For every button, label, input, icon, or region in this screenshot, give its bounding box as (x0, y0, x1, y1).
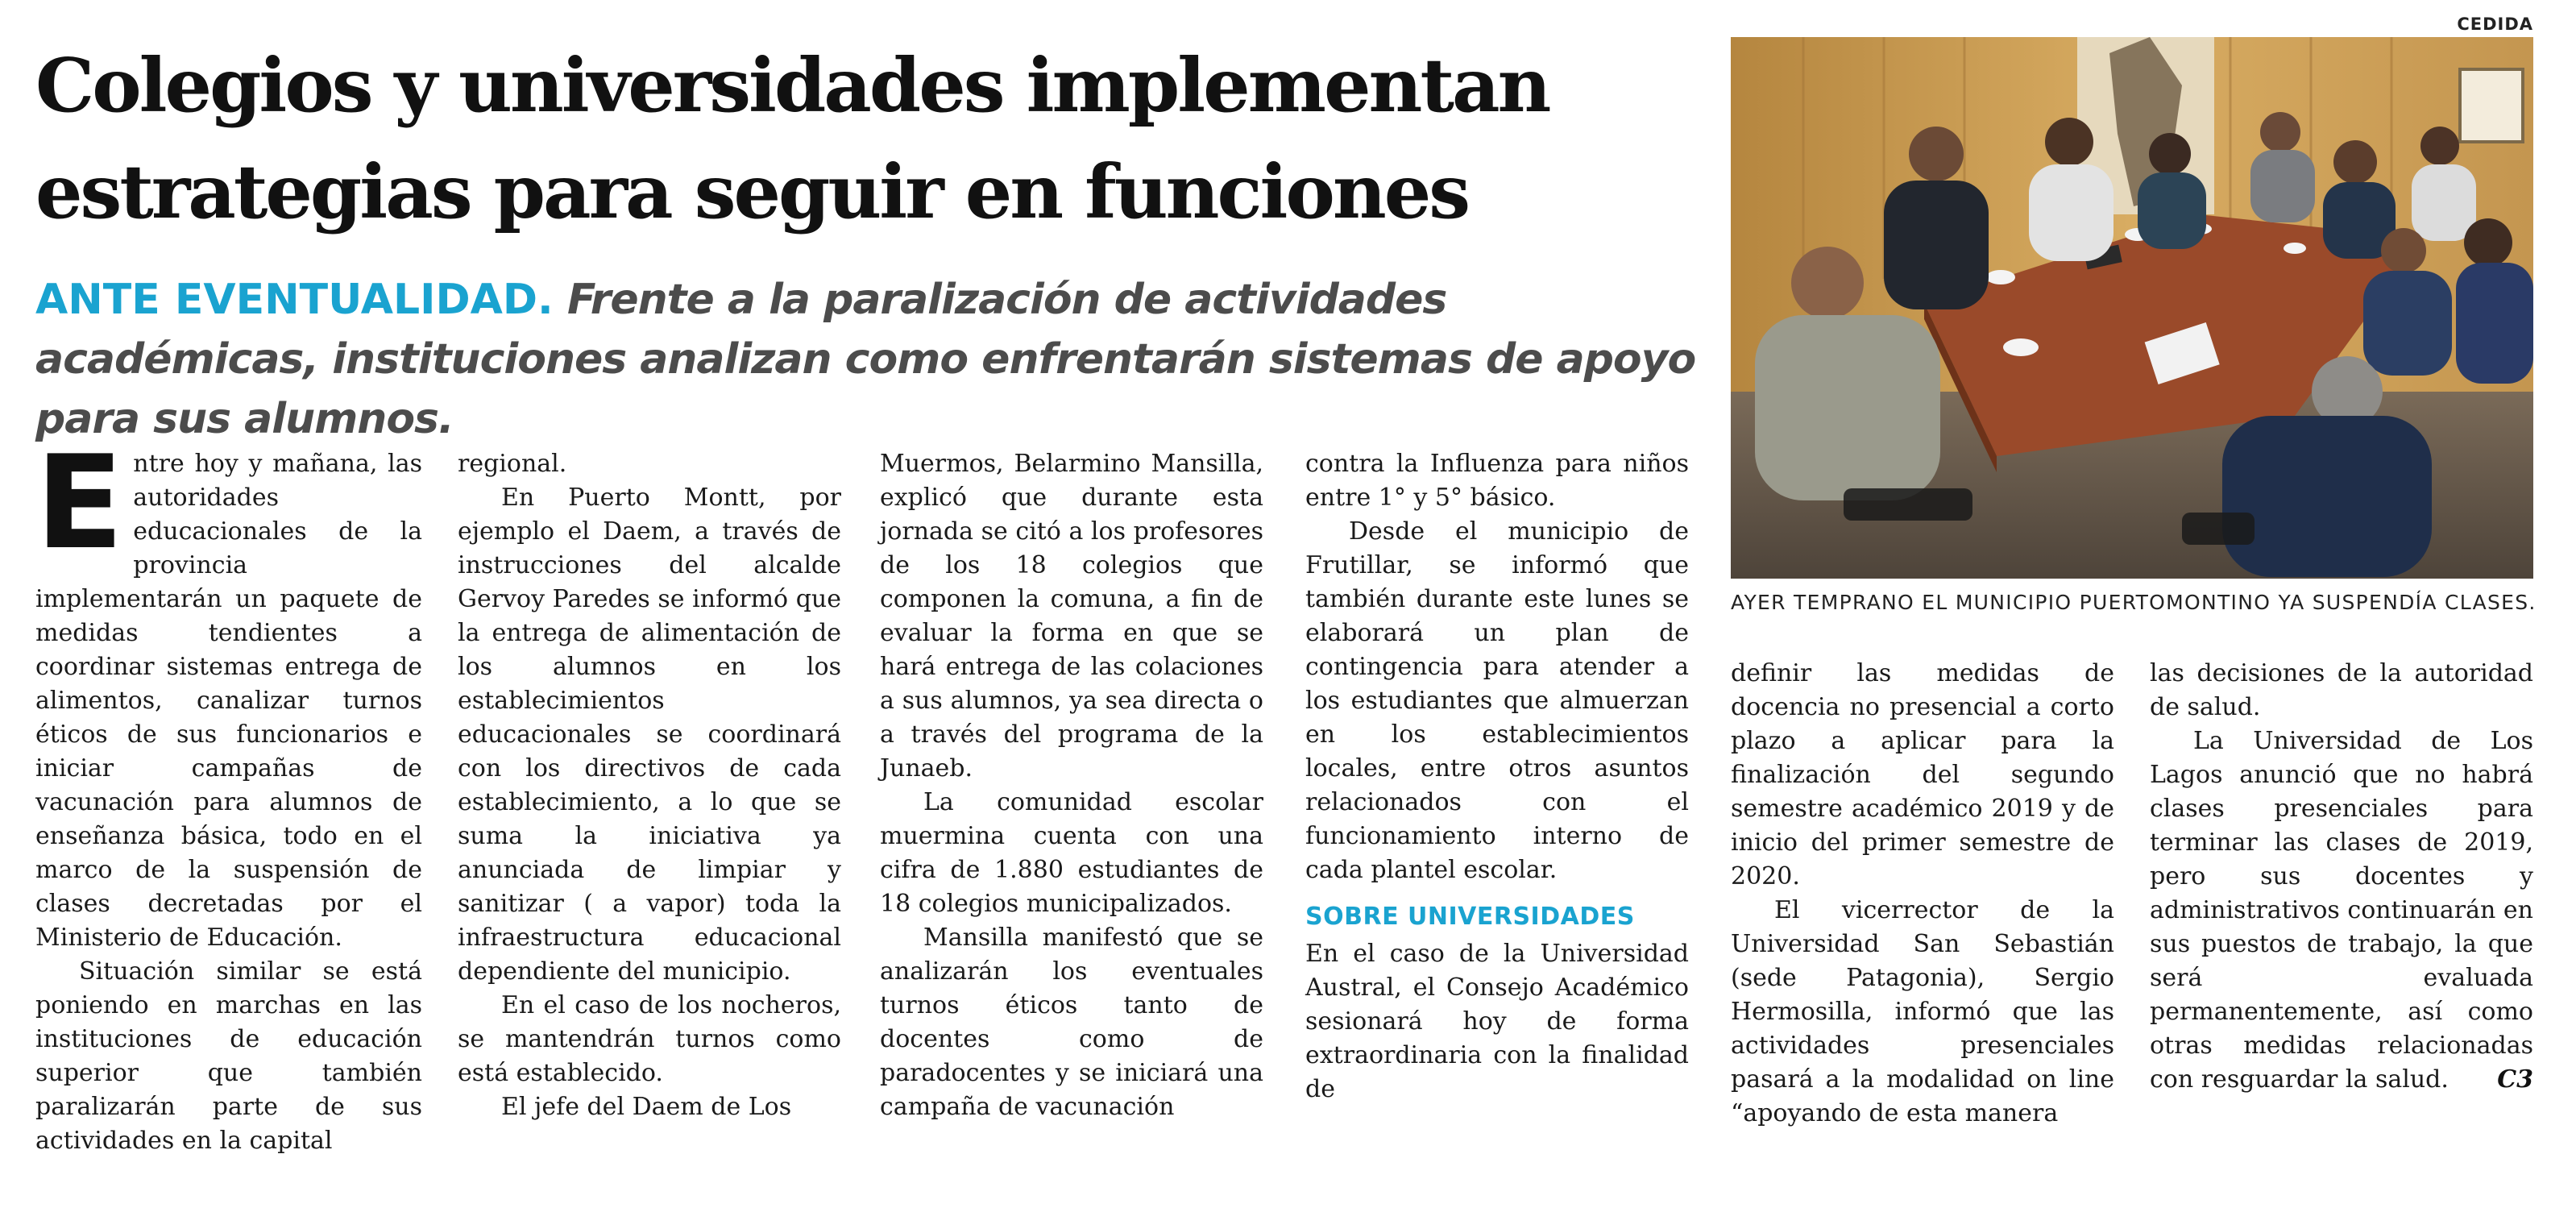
paragraph: El jefe del Daem de Los (501, 1093, 792, 1121)
article-deck (35, 270, 1703, 449)
article-column-3 (880, 447, 1263, 1124)
paragraph: En el caso de los nocheros, se mantendrán turnos como está establecido. (458, 991, 841, 1087)
deck-text: Frente a la paralización de actividades académicas, instituciones analizan como enfrentarán sistemas de apoyo para sus alumnos. (35, 276, 1696, 443)
paragraph: En el caso de la Universidad Austral, el Consejo Académico sesionará hoy de forma extraordinaria con la finalidad de (1305, 940, 1689, 1103)
deck-kicker: ANTE EVENTUALIDAD. (35, 276, 554, 324)
paragraph: Mansilla manifestó que se analizarán los eventuales turnos éticos tanto de docentes como de paradocentes y se iniciará una campaña de vacunación (880, 924, 1263, 1121)
paragraph: contra la Influenza para niños entre 1° y 5° básico. (1305, 450, 1689, 512)
paragraph: Situación similar se está poniendo en marchas en las instituciones de educación superior que también paralizarán parte de sus actividades en la capital (35, 957, 422, 1155)
paragraph: las decisiones de la autoridad de salud. (2150, 659, 2533, 721)
paragraph: Desde el municipio de Frutillar, se informó que también durante este lunes se elaborará un plan de contingencia para atender a los estudiantes que almuerzan en los establecimientos locales, entre otros asuntos relacionados con el funcionamiento interno de cada plantel escolar. (1305, 517, 1689, 884)
article-photo (1731, 37, 2533, 579)
article-column-5 (1731, 657, 2114, 1131)
dropcap: E (35, 427, 124, 578)
photo-caption: AYER TEMPRANO EL MUNICIPIO PUERTOMONTINO YA SUSPENDÍA CLASES. (1731, 591, 2537, 614)
subheading-universities: SOBRE UNIVERSIDADES (1305, 903, 1635, 931)
paragraph: El vicerrector de la Universidad San Sebastián (sede Patagonia), Sergio Hermosilla, informó que las actividades presenciales pasará a la modalidad on line “apoyando de esta manera (1731, 896, 2114, 1127)
article-headline: Colegios y universidades implementan estrategias para seguir en funciones (35, 42, 1549, 235)
paragraph: En Puerto Montt, por ejemplo el Daem, a través de instrucciones del alcalde Gervoy Paredes se informó que la entrega de alimentación de los alumnos en los establecimientos educacionales se coordinará con los directivos de cada establecimiento, a lo que se suma la iniciativa ya anunciada de limpiar y sanitizar ( a vapor) toda la infraestructura educacional dependiente del municipio. (458, 484, 841, 986)
paragraph: La Universidad de Los Lagos anunció que no habrá clases presenciales para terminar las clases de 2019, pero sus docentes y administrativos continuarán en sus puestos de trabajo, la que será evaluada permanentemente, así como otras medidas relacionadas con resguardar la salud. C3 (2150, 724, 2533, 1097)
article-column-1 (35, 427, 422, 1158)
paragraph: regional. (458, 450, 567, 478)
paragraph: La comunidad escolar muermina cuenta con una cifra de 1.880 estudiantes de 18 colegios municipalizados. (880, 788, 1263, 918)
paragraph: definir las medidas de docencia no presencial a corto plazo a aplicar para la finalización del segundo semestre académico 2019 y de inicio del primer semestre de 2020. (1731, 659, 2114, 890)
article-column-2 (458, 447, 841, 1124)
meeting-photo-illustration (1731, 37, 2533, 579)
photo-credit: CEDIDA (2457, 15, 2533, 34)
article-column-6 (2150, 657, 2533, 1097)
article-column-4 (1305, 447, 1689, 1106)
end-mark: C3 (2497, 1065, 2533, 1094)
paragraph: Muermos, Belarmino Mansilla, explicó que durante esta jornada se citó a los profesores de los 18 colegios que componen la comuna, a fin de evaluar la forma en que se hará entrega de las colaciones a sus alumnos, ya sea directa o a través del programa de la Junaeb. (880, 450, 1263, 783)
paragraph: Entre hoy y mañana, las autoridades educacionales de la provincia implementarán un paquete de medidas tendientes a coordinar sistemas entrega de alimentos, canalizar turnos éticos de sus funcionarios e iniciar campañas de vacunación para alumnos de enseñanza básica, todo en el marco de la suspensión de clases decretadas por el Ministerio de Educación. (35, 427, 422, 952)
